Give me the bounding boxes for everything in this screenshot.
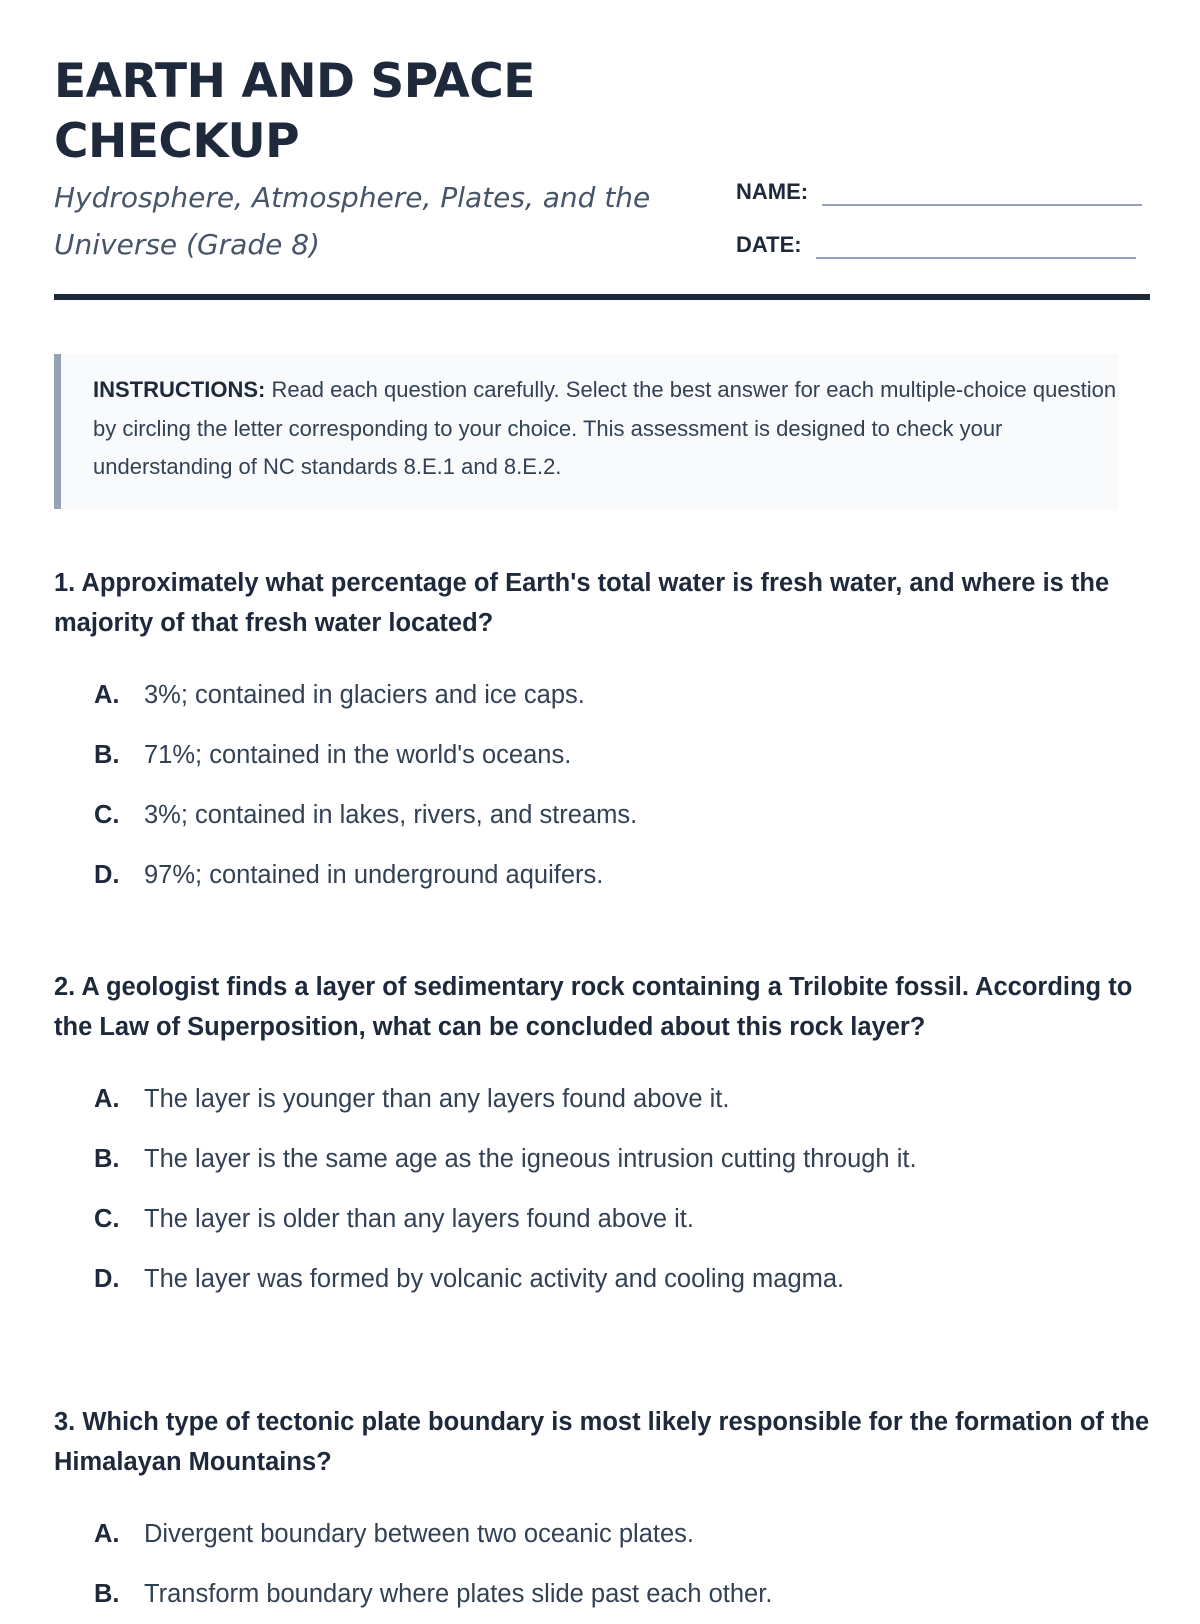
instructions-lead: INSTRUCTIONS: [93,377,266,402]
name-input-line[interactable] [822,176,1142,206]
question-text: 1. Approximately what percentage of Earth's total water is fresh water, and where is the majority of that fresh water located? [54,569,1110,637]
answer-option-c[interactable] [94,785,1150,845]
option-text: Divergent boundary between two oceanic plates. [144,1520,695,1548]
answer-option-d[interactable] [94,845,1150,905]
option-letter: C. [94,1205,120,1233]
question-text: 3. Which type of tectonic plate boundary is most likely responsible for the formation of the Himalayan Mountains? [54,1408,1150,1476]
option-text: The layer is the same age as the igneous intrusion cutting through it. [144,1145,917,1173]
answer-option-b[interactable] [94,1564,1150,1624]
option-text: 97%; contained in underground aquifers. [144,861,604,889]
answer-options [54,1069,1150,1309]
option-letter: A. [94,1085,120,1113]
option-letter: B. [94,1145,120,1173]
name-field [736,176,1142,206]
option-letter: A. [94,681,120,709]
answer-option-d[interactable] [94,1249,1150,1309]
option-text: 3%; contained in lakes, rivers, and streams. [144,801,638,829]
option-text: Transform boundary where plates slide past each other. [144,1580,773,1608]
answer-option-b[interactable] [94,725,1150,785]
option-text: The layer was formed by volcanic activity and cooling magma. [144,1265,845,1293]
date-field [736,229,1136,259]
header-divider [54,294,1150,300]
option-letter: B. [94,1580,120,1608]
question-text: 2. A geologist finds a layer of sedimentary rock containing a Trilobite fossil. According to the Law of Superposition, what can be concluded about this rock layer? [54,973,1133,1041]
option-letter: D. [94,1265,120,1293]
answer-option-c[interactable] [94,1189,1150,1249]
worksheet-header [54,0,1150,302]
option-text: The layer is younger than any layers found above it. [144,1085,730,1113]
date-input-line[interactable] [816,229,1136,259]
answer-option-b[interactable] [94,1129,1150,1189]
option-text: 3%; contained in glaciers and ice caps. [144,681,585,709]
answer-option-a[interactable] [94,665,1150,725]
option-letter: D. [94,861,120,889]
worksheet-page [54,0,1150,1608]
worksheet-title: EARTH AND SPACE CHECKUP [54,54,535,169]
answer-option-a[interactable] [94,1069,1150,1129]
option-text: The layer is older than any layers found above it. [144,1205,694,1233]
question-1 [54,563,1150,905]
answer-options [54,1504,1150,1624]
worksheet-subtitle: Hydrosphere, Atmosphere, Plates, and the Universe (Grade 8) [54,181,651,261]
instructions-text: Read each question carefully. Select the best answer for each multiple-choice question by circling the letter corresponding to your choice. This assessment is designed to check your understanding of NC standards 8.E.1 and 8.E.2. [93,377,1117,479]
name-label: NAME: [736,179,809,204]
option-letter: B. [94,741,120,769]
option-letter: C. [94,801,120,829]
date-label: DATE: [736,232,802,257]
option-letter: A. [94,1520,120,1548]
question-2 [54,967,1150,1309]
question-3 [54,1402,1150,1624]
answer-option-a[interactable] [94,1504,1150,1564]
answer-options [54,665,1150,905]
option-text: 71%; contained in the world's oceans. [144,741,572,769]
instructions-box [54,354,1118,509]
